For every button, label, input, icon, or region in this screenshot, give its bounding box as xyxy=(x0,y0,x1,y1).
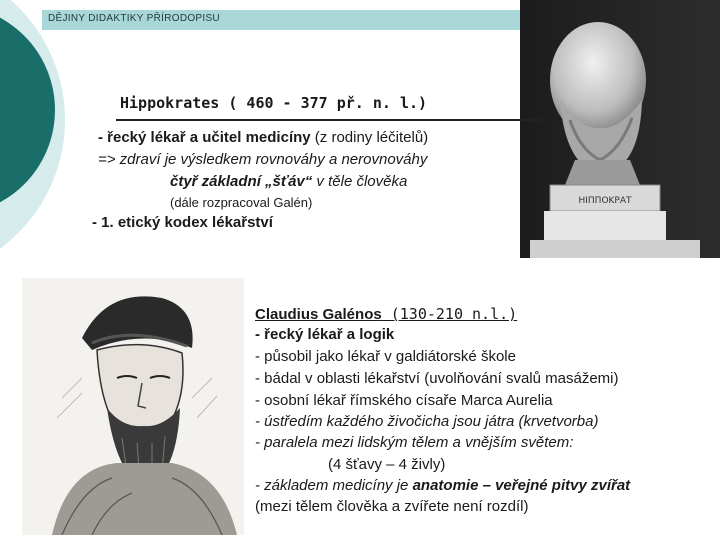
hippocrates-line-3 xyxy=(170,173,407,190)
hippocrates-line-4: (dále rozpracoval Galén) xyxy=(170,195,313,210)
galen-dates: (130-210 n.l.) xyxy=(381,305,518,323)
hippocrates-line-2: => zdraví je výsledkem rovnováhy a nerovnováhy xyxy=(98,151,428,168)
galen-line-8-bold: anatomie – veřejné pitvy zvířat xyxy=(412,477,631,494)
hippocrates-line-5: - 1. etický kodex lékařství xyxy=(92,214,273,231)
galen-name: Claudius Galénos xyxy=(255,306,382,323)
galen-line-1: - řecký lékař a logik xyxy=(255,326,395,343)
heading-underline xyxy=(116,119,556,121)
decorative-circles xyxy=(0,0,90,290)
galen-line-5: - ústředím každého živočicha jsou játra (krvetvorba) xyxy=(255,413,599,430)
hippocrates-line-1 xyxy=(98,129,428,146)
hippocrates-line-3-rest: v těle člověka xyxy=(312,173,408,190)
hippocrates-line-1-rest: (z rodiny léčitelů) xyxy=(310,129,429,146)
galen-line-9: (mezi tělem člověka a zvířete není rozdíl) xyxy=(255,498,529,515)
galen-line-3: - bádal v oblasti lékařství (uvolňování svalů masážemi) xyxy=(255,370,619,387)
galen-portrait-image xyxy=(22,278,244,535)
hippocrates-line-3-bold: čtyř základní „šťáv“ xyxy=(170,173,313,190)
galen-line-2: - působil jako lékař v galdiátorské škole xyxy=(255,348,516,365)
galen-line-6: - paralela mezi lidským tělem a vnějším světem: xyxy=(255,434,574,451)
galen-heading xyxy=(255,305,517,323)
hippocrates-line-1-bold: - řecký lékař a učitel medicíny xyxy=(98,129,311,146)
hippocrates-bust-image xyxy=(520,0,720,258)
galen-line-7: (4 šťavy – 4 živly) xyxy=(328,456,446,473)
header-title: DĚJINY DIDAKTIKY PŘÍRODOPISU xyxy=(48,13,220,24)
galen-line-8-start: - základem medicíny je xyxy=(255,477,413,494)
galen-line-8 xyxy=(255,477,630,494)
galen-line-4: - osobní lékař římského císaře Marca Aurelia xyxy=(255,392,553,409)
hippocrates-heading: Hippokrates ( 460 - 377 př. n. l.) xyxy=(120,94,428,112)
bust-inscription: ΗΙΠΠΟΚΡΑΤ xyxy=(578,196,632,206)
